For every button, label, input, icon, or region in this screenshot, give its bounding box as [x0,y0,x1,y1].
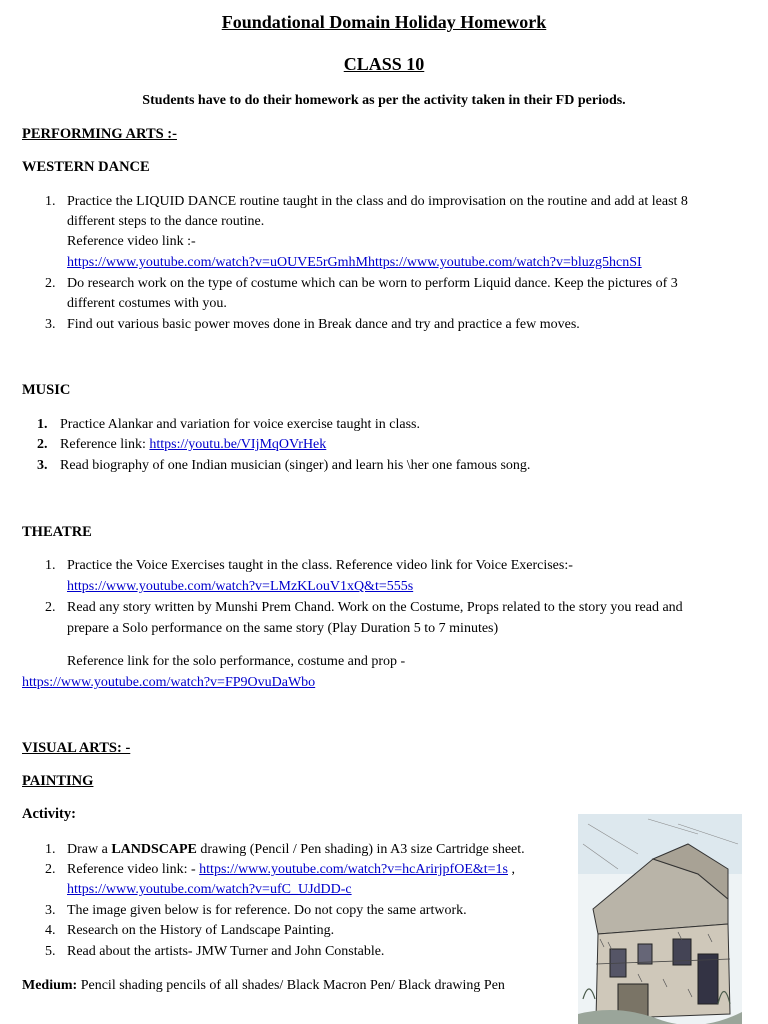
dance-reference-link[interactable]: https://www.youtube.com/watch?v=uOUVE5rGmhMhttps://www.youtube.com/watch?v=bluzg5hcnSI [67,255,642,270]
painting-reference-link-2[interactable]: https://www.youtube.com/watch?v=ufC_UJdDD-c [67,882,352,897]
medium-line: Medium: Pencil shading pencils of all shades/ Black Macron Pen/ Black drawing Pen [22,978,505,993]
music-reference-link[interactable]: https://youtu.be/VIjMqOVrHek [149,437,327,452]
visual-arts-heading: VISUAL ARTS: - [22,740,131,756]
landscape-sketch-image [578,814,742,1024]
document-title: Foundational Domain Holiday Homework [221,12,547,32]
performing-arts-heading: PERFORMING ARTS :- [22,126,177,142]
solo-reference-text: Reference link for the solo performance, costume and prop - [67,654,406,669]
theatre-heading: THEATRE [22,524,92,540]
western-dance-heading: WESTERN DANCE [22,159,150,175]
painting-reference-link-1[interactable]: https://www.youtube.com/watch?v=hcArirjpfOE&t=1s [199,862,508,877]
activity-label: Activity: [22,806,76,822]
intro-text: Students have to do their homework as per the activity taken in their FD periods. [142,93,626,108]
voice-exercise-link[interactable]: https://www.youtube.com/watch?v=LMzKLouV1xQ&t=555s [67,579,414,594]
painting-heading: PAINTING [22,773,94,789]
class-heading: CLASS 10 [343,54,425,74]
music-heading: MUSIC [22,382,71,398]
solo-performance-link[interactable]: https://www.youtube.com/watch?v=FP9OvuDaWbo [22,675,316,690]
